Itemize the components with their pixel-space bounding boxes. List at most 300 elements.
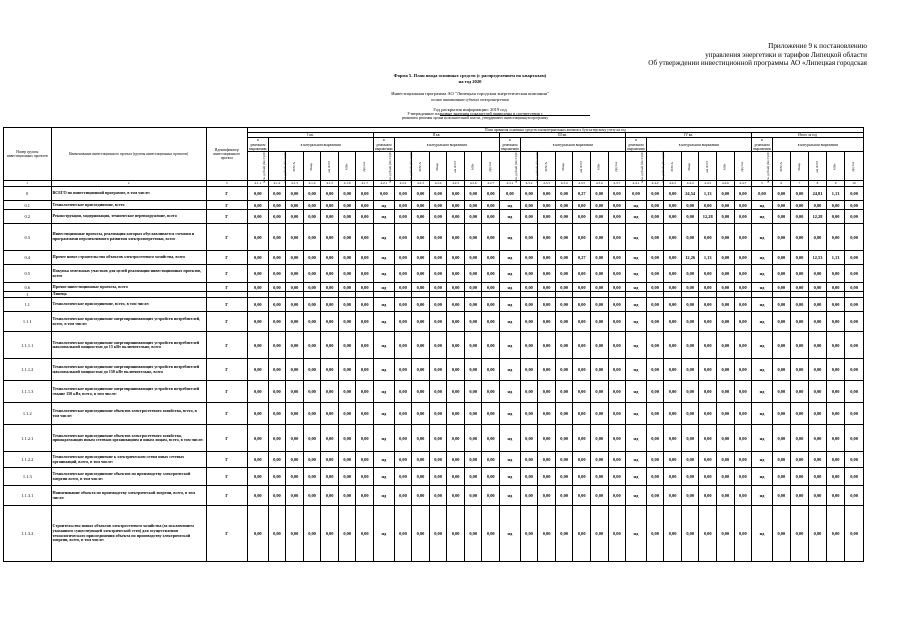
value-cell: 0,00 xyxy=(268,283,286,292)
row-code: 1.1.1.3 xyxy=(4,381,52,403)
total-cell: 0,00 xyxy=(790,210,808,224)
value-cell: 0,00 xyxy=(447,381,465,403)
col-head-name: Наименование инвестиционного проекта (группы инвестиционных проектов) xyxy=(51,128,206,181)
column-number: 1 xyxy=(4,181,52,187)
table-row xyxy=(4,201,864,210)
unit-label: МВт xyxy=(470,163,475,171)
value-cell: 0,00 xyxy=(482,210,500,224)
value-cell: 0,00 xyxy=(286,251,304,265)
value-cell: 0,00 xyxy=(520,425,538,452)
value-cell: 0,00 xyxy=(303,265,321,283)
total-cell: нд xyxy=(752,403,773,425)
total-cell: 0,00 xyxy=(845,332,864,359)
value-cell: 0,00 xyxy=(286,210,304,224)
sub-fin-header: в денежном выражении xyxy=(501,138,519,151)
value-cell: 0,00 xyxy=(286,486,304,506)
value-cell: 0,00 xyxy=(429,312,447,332)
row-id: Г xyxy=(206,506,247,562)
value-cell: 0,00 xyxy=(590,425,608,452)
total-cell: 0,00 xyxy=(772,381,790,403)
value-cell: 0,00 xyxy=(394,359,412,381)
value-cell: 0,00 xyxy=(303,403,321,425)
value-cell: 0,00 xyxy=(394,425,412,452)
value-cell: 0,00 xyxy=(717,224,735,251)
value-cell: 0,00 xyxy=(717,452,735,468)
value-cell: 0,00 xyxy=(717,187,735,201)
value-cell: 0,00 xyxy=(646,359,664,381)
value-cell: 0,00 xyxy=(646,265,664,283)
total-cell: нд xyxy=(752,381,773,403)
col-head-plan: План принятия основных средств и нематериальных активов к бухгалтерскому учету на год xyxy=(247,128,863,133)
row-name: Прочие инвестиционные проекты, всего xyxy=(51,283,206,292)
row-code: 0.2 xyxy=(4,210,52,224)
total-cell: 0,00 xyxy=(752,187,773,201)
header-right xyxy=(648,42,867,68)
value-cell: 0,00 xyxy=(286,187,304,201)
value-cell: 0,00 xyxy=(664,506,682,562)
unit-label xyxy=(608,152,626,181)
value-cell: 0,00 xyxy=(538,403,556,425)
value-cell: 0,00 xyxy=(646,210,664,224)
total-cell: 0,00 xyxy=(808,425,826,452)
total-cell: 0,00 xyxy=(790,332,808,359)
row-name: Технологическое присоединение объектов по производству электрической энергии всего, в том числе: xyxy=(51,468,206,486)
value-cell: 0,00 xyxy=(356,187,374,201)
value-cell: 0,00 xyxy=(303,210,321,224)
value-cell: 0,00 xyxy=(268,224,286,251)
unit-label: млн. рублей (без НДС) xyxy=(388,151,393,183)
value-cell: нд xyxy=(374,332,395,359)
value-cell: 0,00 xyxy=(247,312,268,332)
unit-label: км ЛЭП xyxy=(814,161,819,173)
value-cell: 0,00 xyxy=(464,332,482,359)
value-cell: 0,00 xyxy=(321,425,339,452)
row-id: Г xyxy=(206,425,247,452)
value-cell: 0,00 xyxy=(664,224,682,251)
unit-label: МВт xyxy=(344,163,349,171)
value-cell: 0,00 xyxy=(573,332,591,359)
table-row xyxy=(4,359,864,381)
value-cell: 0,00 xyxy=(590,298,608,312)
value-cell: нд xyxy=(500,425,521,452)
value-cell: 0,00 xyxy=(482,224,500,251)
value-cell: 0,00 xyxy=(590,452,608,468)
total-cell: 0,00 xyxy=(772,283,790,292)
value-cell: 0,00 xyxy=(303,452,321,468)
value-cell: 0,00 xyxy=(734,506,752,562)
value-cell: 0,00 xyxy=(555,486,573,506)
unit-label xyxy=(827,152,845,181)
value-cell: 0,00 xyxy=(590,187,608,201)
value-cell: 0,00 xyxy=(520,298,538,312)
column-number: 4.2.2 xyxy=(394,181,412,187)
row-code: 0.1 xyxy=(4,201,52,210)
value-cell: 0,00 xyxy=(303,359,321,381)
value-cell: 0,00 xyxy=(520,403,538,425)
value-cell: 0,00 xyxy=(464,359,482,381)
total-cell: 0,00 xyxy=(808,332,826,359)
total-cell: 0,00 xyxy=(772,312,790,332)
total-cell: 0,00 xyxy=(827,298,845,312)
unit-label xyxy=(845,152,864,181)
total-cell: 0,00 xyxy=(827,359,845,381)
value-cell: 0,00 xyxy=(447,468,465,486)
value-cell: 0,00 xyxy=(303,381,321,403)
total-cell: 0,00 xyxy=(790,486,808,506)
header-line: Об утверждении инвестиционной программы АО «Липецкая городская xyxy=(648,59,867,68)
value-cell: 0,00 xyxy=(321,224,339,251)
form-title-block xyxy=(260,73,680,113)
value-cell: 0,00 xyxy=(664,486,682,506)
value-cell: нд xyxy=(500,210,521,224)
value-cell: нд xyxy=(500,283,521,292)
value-cell: 0,00 xyxy=(699,201,717,210)
value-cell: 0,00 xyxy=(734,452,752,468)
value-cell: 0,00 xyxy=(429,403,447,425)
value-cell: 0,00 xyxy=(538,283,556,292)
value-cell: 0,00 xyxy=(464,381,482,403)
table-row xyxy=(4,486,864,506)
value-cell: 0,00 xyxy=(555,359,573,381)
unit-label xyxy=(590,152,608,181)
value-cell: 0,00 xyxy=(573,403,591,425)
total-cell: 0,00 xyxy=(790,187,808,201)
value-cell: 0,00 xyxy=(447,403,465,425)
value-cell: 0,00 xyxy=(608,332,626,359)
value-cell: 0,00 xyxy=(464,312,482,332)
row-name: Технологическое присоединение объектов электросетевого хозяйства, всего, в том числе: xyxy=(51,403,206,425)
value-cell: 0,00 xyxy=(268,312,286,332)
value-cell: 0,00 xyxy=(412,506,430,562)
value-cell: 0,00 xyxy=(321,312,339,332)
year-approval: Год раскрытия информации: 2019 год xyxy=(433,106,507,112)
value-cell: 0,00 xyxy=(590,265,608,283)
value-cell: 0,00 xyxy=(303,332,321,359)
value-cell: 0,00 xyxy=(321,201,339,210)
unit-label xyxy=(626,152,647,181)
approval-block xyxy=(240,111,710,122)
sub-fin-header: в денежном выражении xyxy=(753,138,771,151)
value-cell: 0,00 xyxy=(464,403,482,425)
value-cell: нд xyxy=(500,381,521,403)
value-cell: нд xyxy=(374,381,395,403)
value-cell: 0,00 xyxy=(555,298,573,312)
value-cell: 0,00 xyxy=(717,381,735,403)
value-cell: 0,00 xyxy=(429,332,447,359)
total-cell: 12,53 xyxy=(808,251,826,265)
value-cell: 0,00 xyxy=(555,332,573,359)
value-cell: нд xyxy=(374,265,395,283)
value-cell: 0,00 xyxy=(734,332,752,359)
value-cell: 0,00 xyxy=(247,187,268,201)
value-cell: 0,00 xyxy=(681,452,699,468)
value-cell: 0,00 xyxy=(590,251,608,265)
total-cell: нд xyxy=(752,224,773,251)
unit-label xyxy=(500,152,521,181)
value-cell: 0,00 xyxy=(356,298,374,312)
value-cell: 0,00 xyxy=(646,251,664,265)
value-cell: 0,00 xyxy=(303,486,321,506)
value-cell: нд xyxy=(500,506,521,562)
total-cell: 0,00 xyxy=(827,283,845,292)
table-row xyxy=(4,506,864,562)
value-cell: 0,00 xyxy=(608,283,626,292)
total-cell: 0,00 xyxy=(790,298,808,312)
total-cell: нд xyxy=(752,425,773,452)
value-cell: 0,00 xyxy=(394,187,412,201)
unit-label xyxy=(303,152,321,181)
value-cell: 0,00 xyxy=(734,312,752,332)
value-cell: 0,00 xyxy=(664,251,682,265)
value-cell: 0,00 xyxy=(573,506,591,562)
row-code: 0.3 xyxy=(4,224,52,251)
column-number: 4.3.5 xyxy=(573,181,591,187)
value-cell: 0,00 xyxy=(338,403,356,425)
value-cell: 0,00 xyxy=(303,251,321,265)
value-cell: 0,00 xyxy=(321,283,339,292)
value-cell: 0,00 xyxy=(338,312,356,332)
total-header: Итого за год xyxy=(752,133,864,138)
value-cell: 0,00 xyxy=(394,251,412,265)
value-cell: нд xyxy=(374,210,395,224)
value-cell: 0,00 xyxy=(464,506,482,562)
value-cell: 0,00 xyxy=(538,201,556,210)
column-number: 4.3.6 xyxy=(590,181,608,187)
value-cell: 0,00 xyxy=(394,486,412,506)
value-cell: 0,00 xyxy=(573,201,591,210)
value-cell: 0,00 xyxy=(590,283,608,292)
total-cell: 0,00 xyxy=(772,201,790,210)
quarter-header: III кв. xyxy=(500,133,626,138)
form-year: на год 2020 xyxy=(458,79,482,85)
column-number: 4.2.6 xyxy=(464,181,482,187)
value-cell: 0,00 xyxy=(482,187,500,201)
value-cell: 0,00 xyxy=(573,486,591,506)
row-code: 0 xyxy=(4,187,52,201)
value-cell: 0,00 xyxy=(520,486,538,506)
value-cell: нд xyxy=(626,251,647,265)
column-number: 4.3.3 xyxy=(538,181,556,187)
value-cell: нд xyxy=(374,312,395,332)
value-cell: 0,00 xyxy=(520,210,538,224)
value-cell: 0,00 xyxy=(646,425,664,452)
value-cell: 0,00 xyxy=(664,332,682,359)
value-cell: 0,00 xyxy=(608,187,626,201)
value-cell: 0,00 xyxy=(447,283,465,292)
value-cell: 0,00 xyxy=(394,452,412,468)
total-cell: 0,00 xyxy=(845,283,864,292)
value-cell: 0,00 xyxy=(338,486,356,506)
value-cell: 0,00 xyxy=(734,265,752,283)
value-cell: 0,00 xyxy=(646,486,664,506)
total-cell: нд xyxy=(752,298,773,312)
value-cell: 0,00 xyxy=(520,312,538,332)
row-name: Липецк xyxy=(51,292,206,298)
value-cell: 0,00 xyxy=(394,224,412,251)
value-cell: 0,00 xyxy=(538,359,556,381)
total-cell: 0,00 xyxy=(845,187,864,201)
row-code: 1.1.1.2 xyxy=(4,359,52,381)
value-cell: 0,00 xyxy=(664,381,682,403)
value-cell: 0,00 xyxy=(447,312,465,332)
total-cell: 0,00 xyxy=(845,224,864,251)
value-cell: 0,00 xyxy=(412,486,430,506)
value-cell: 0,00 xyxy=(538,452,556,468)
sub-nat-header: в натуральном выражении xyxy=(772,138,863,152)
value-cell: 0,00 xyxy=(247,381,268,403)
unit-label: МВт xyxy=(596,163,601,171)
value-cell: 0,00 xyxy=(664,298,682,312)
value-cell: 0,00 xyxy=(717,210,735,224)
value-cell: нд xyxy=(500,403,521,425)
value-cell: 0,00 xyxy=(646,312,664,332)
value-cell: 0,00 xyxy=(681,359,699,381)
value-cell: 0,00 xyxy=(356,425,374,452)
unit-label xyxy=(429,152,447,181)
value-cell: 0,00 xyxy=(429,359,447,381)
total-cell: 0,00 xyxy=(845,425,864,452)
value-cell: 0,00 xyxy=(699,332,717,359)
total-cell: 0,00 xyxy=(845,312,864,332)
value-cell: 0,00 xyxy=(356,486,374,506)
value-cell: 0,00 xyxy=(734,381,752,403)
value-cell: 0,00 xyxy=(538,251,556,265)
value-cell: 0,00 xyxy=(268,359,286,381)
total-cell: 0,00 xyxy=(790,359,808,381)
column-number: 9 xyxy=(827,181,845,187)
value-cell: нд xyxy=(626,265,647,283)
value-cell: 0,00 xyxy=(520,332,538,359)
row-name: Технологическое присоединение энергопринимающих устройств потребителей максимальной мощностью до 150 кВт включительно, всего xyxy=(51,359,206,381)
unit-label: км ЛЭП xyxy=(452,161,457,173)
value-cell: 0,00 xyxy=(482,425,500,452)
value-cell: 0,00 xyxy=(321,210,339,224)
value-cell: 0,00 xyxy=(608,403,626,425)
unit-label xyxy=(482,152,500,181)
total-cell: нд xyxy=(752,452,773,468)
value-cell: нд xyxy=(374,298,395,312)
value-cell: нд xyxy=(626,486,647,506)
total-cell: нд xyxy=(752,210,773,224)
value-cell: 0,00 xyxy=(268,468,286,486)
value-cell: нд xyxy=(374,359,395,381)
row-code: 1.1.2 xyxy=(4,403,52,425)
value-cell: 24,54 xyxy=(681,187,699,201)
value-cell: 0,00 xyxy=(734,486,752,506)
value-cell: 0,00 xyxy=(555,283,573,292)
total-cell: нд xyxy=(752,265,773,283)
total-cell: нд xyxy=(752,312,773,332)
value-cell: нд xyxy=(626,298,647,312)
value-cell: 0,00 xyxy=(394,403,412,425)
total-cell: 0,00 xyxy=(790,425,808,452)
table-row xyxy=(4,210,864,224)
value-cell: 0,00 xyxy=(646,187,664,201)
unit-label: Другое xyxy=(851,162,856,172)
value-cell: 0,00 xyxy=(429,468,447,486)
value-cell: 0,00 xyxy=(429,187,447,201)
value-cell: 0,00 xyxy=(646,224,664,251)
value-cell: 0,00 xyxy=(538,381,556,403)
total-cell: 0,00 xyxy=(845,251,864,265)
column-number: 4.3.4 xyxy=(555,181,573,187)
value-cell: 0,00 xyxy=(646,452,664,468)
unit-label xyxy=(808,152,826,181)
value-cell: 0,00 xyxy=(464,425,482,452)
table-row xyxy=(4,251,864,265)
value-cell: 0,00 xyxy=(555,312,573,332)
row-code: 1.1.3.1 xyxy=(4,486,52,506)
value-cell: 0,00 xyxy=(555,224,573,251)
value-cell: 0,00 xyxy=(268,201,286,210)
value-cell: 0,00 xyxy=(590,381,608,403)
unit-label xyxy=(772,152,790,181)
total-cell: 0,00 xyxy=(790,452,808,468)
value-cell: 0,00 xyxy=(464,265,482,283)
approval-line: Утвержденные плановые значения показателей приведены в соответствии с xyxy=(407,111,543,116)
value-cell: 0,00 xyxy=(520,201,538,210)
row-name: Инвестиционные проекты, реализация которых обуславливается схемами и программами перспективного развития электроэнергетики, всего xyxy=(51,224,206,251)
value-cell: 0,00 xyxy=(717,468,735,486)
table-row xyxy=(4,425,864,452)
column-number: 5 xyxy=(752,181,773,187)
value-cell: 0,00 xyxy=(482,486,500,506)
value-cell: 0,00 xyxy=(608,506,626,562)
value-cell: 0,00 xyxy=(681,506,699,562)
column-number: 4.2.1 xyxy=(374,181,395,187)
total-cell: 0,00 xyxy=(790,403,808,425)
unit-label xyxy=(247,152,268,181)
unit-label: МВ×А xyxy=(417,162,422,172)
unit-label xyxy=(338,152,356,181)
column-number: 4.1.1 xyxy=(247,181,268,187)
total-cell: нд xyxy=(752,283,773,292)
row-code: 0.5 xyxy=(4,265,52,283)
row-id: Г xyxy=(206,251,247,265)
total-cell: 0,00 xyxy=(827,332,845,359)
row-name: Технологическое присоединение объектов электросетевого хозяйства, принадлежащих иным сетевым организациям и иным лицам, всего, в том числе: xyxy=(51,425,206,452)
value-cell: 0,00 xyxy=(482,506,500,562)
value-cell: 0,00 xyxy=(573,312,591,332)
value-cell: 0,00 xyxy=(500,187,521,201)
unit-label xyxy=(464,152,482,181)
value-cell: нд xyxy=(626,359,647,381)
value-cell: 0,00 xyxy=(247,224,268,251)
value-cell: 0,00 xyxy=(699,298,717,312)
value-cell: 12,28 xyxy=(699,210,717,224)
value-cell: нд xyxy=(500,251,521,265)
unit-label xyxy=(520,152,538,181)
total-cell: 0,00 xyxy=(772,265,790,283)
column-number: 4.4.3 xyxy=(664,181,682,187)
value-cell: 0,00 xyxy=(646,298,664,312)
value-cell: 0,00 xyxy=(646,381,664,403)
column-number: 7 xyxy=(790,181,808,187)
sub-nat-header: в натуральном выражении xyxy=(520,138,625,152)
column-number: 4.2.5 xyxy=(447,181,465,187)
value-cell: 12,26 xyxy=(681,251,699,265)
value-cell: 0,00 xyxy=(412,312,430,332)
total-cell: 0,00 xyxy=(827,312,845,332)
total-cell: 0,00 xyxy=(790,201,808,210)
value-cell: 0,00 xyxy=(590,403,608,425)
unit-label: МВт xyxy=(832,163,837,171)
total-cell: нд xyxy=(752,251,773,265)
value-cell: 0,00 xyxy=(321,332,339,359)
value-cell: 0,00 xyxy=(681,425,699,452)
value-cell: 0,00 xyxy=(699,381,717,403)
unit-label: МВ×А xyxy=(543,162,548,172)
